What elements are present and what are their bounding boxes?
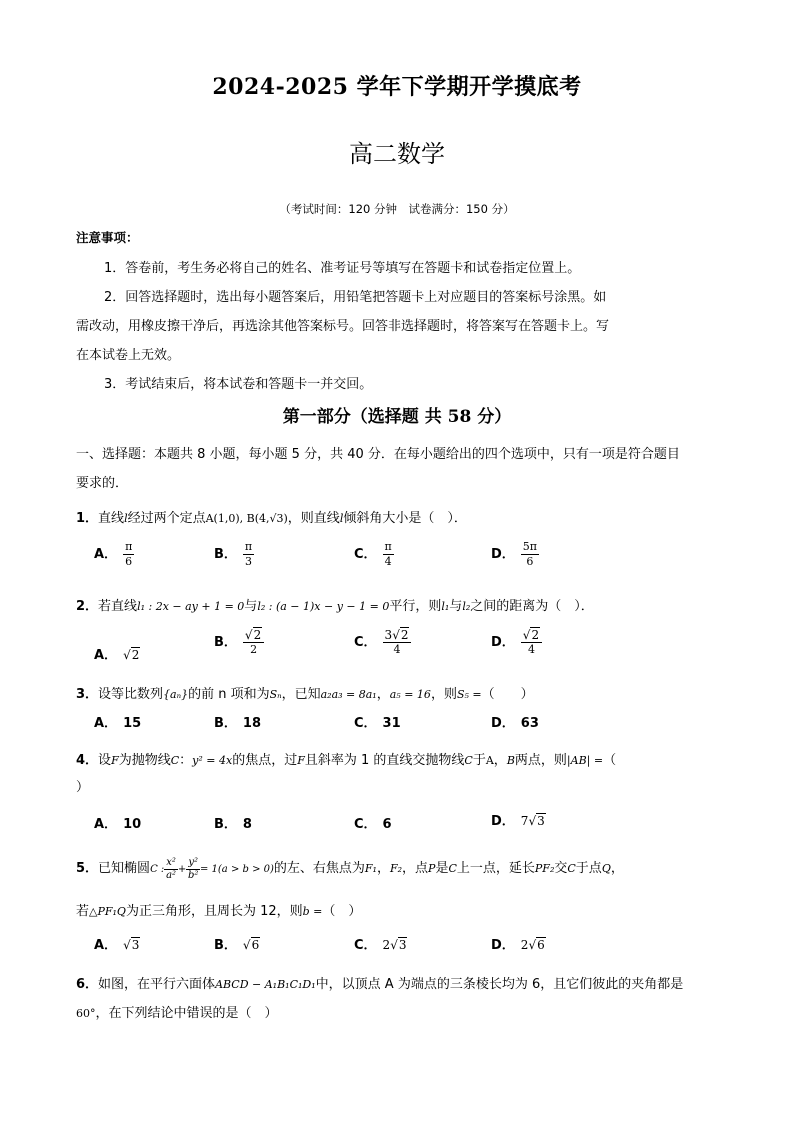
q-text: 设 — [98, 753, 112, 768]
q-text: ，则直线 — [287, 511, 340, 526]
q-text: ，已知 — [281, 687, 321, 702]
notice-line-3: 需改动，用橡皮擦干净后，再选涂其他答案标号。回答非选择题时，将答案写在答题卡上。写 — [76, 319, 610, 334]
q-text: 的左、右焦点为 — [273, 861, 365, 876]
q-math: PF₂ — [534, 862, 555, 875]
q3-option-a — [94, 712, 141, 731]
q-text: 经过两个定点 — [127, 511, 206, 526]
frac-den: b² — [187, 870, 199, 881]
option-fraction — [383, 540, 394, 569]
option-sqrt: 2√3 — [382, 938, 407, 952]
q-text: ， — [376, 861, 390, 876]
q-math: C — [464, 754, 473, 767]
q5-option-b — [214, 934, 260, 953]
q-math: △PF₁Q — [89, 905, 126, 918]
section-intro-2: 要求的． — [76, 476, 129, 491]
frac-num: 3√2 — [383, 628, 412, 643]
q2-option-c — [354, 628, 411, 657]
notice-title: 注意事项： — [76, 230, 139, 245]
q-text: 与 — [244, 599, 258, 614]
option-label: B． — [214, 635, 237, 650]
q2-option-b — [214, 628, 264, 657]
frac-num: π — [384, 540, 392, 553]
section-intro-1: 一、选择题：本题共 8 小题，每小题 5 分，共 40 分．在每小题给出的四个选项中，只有一项是符合题目 — [76, 447, 680, 462]
q-math: a₅ = 16 — [389, 688, 431, 701]
q4-option-b — [214, 813, 252, 832]
q3-option-b — [214, 712, 261, 731]
option-label: C． — [354, 817, 377, 832]
option-value: 31 — [382, 716, 401, 731]
sqrt-radicand: 3 — [537, 814, 545, 828]
option-fraction — [521, 628, 542, 657]
q-text: 设等比数列 — [98, 687, 164, 702]
question-4-cont: ） — [76, 780, 90, 795]
q2-option-a — [94, 644, 140, 663]
frac-den: 6 — [125, 555, 133, 568]
q-text: （ — [603, 753, 617, 768]
q4-option-c — [354, 813, 392, 832]
sqrt-radicand: 2 — [531, 628, 540, 642]
option-value: 10 — [123, 817, 142, 832]
option-fraction — [383, 628, 412, 657]
option-fraction — [243, 540, 254, 569]
frac-den: 4 — [384, 555, 392, 568]
frac-num: √2 — [521, 628, 542, 643]
option-sqrt: 7√3 — [520, 814, 545, 828]
option-label: B． — [214, 716, 237, 731]
question-2 — [76, 595, 594, 614]
q-text: 是 — [435, 861, 449, 876]
option-label: D． — [491, 938, 515, 953]
notice-line-5: 3．考试结束后，将本试卷和答题卡一并交回。 — [104, 377, 373, 392]
q-text: 为抛物线 — [118, 753, 171, 768]
option-label: B． — [214, 938, 237, 953]
q1-option-d — [491, 540, 539, 569]
sqrt-radicand: 3 — [398, 938, 407, 952]
option-label: C． — [354, 635, 377, 650]
q-text: ，则 — [430, 687, 457, 702]
sqrt-coef: 2 — [520, 938, 529, 952]
frac-den: 4 — [393, 643, 401, 656]
q-math: ABCD − A₁B₁C₁D₁ — [215, 978, 316, 991]
sqrt-coef: 7 — [520, 814, 529, 828]
q-math: B — [506, 754, 515, 767]
q-text: 的前 n 项和为 — [188, 687, 270, 702]
q-math: + — [177, 864, 187, 875]
q-math: |AB| = — [566, 754, 604, 767]
frac-den: 2 — [250, 643, 258, 656]
q-text: 于点 — [575, 861, 602, 876]
section-title: 第一部分（选择题 共 58 分） — [282, 407, 512, 427]
question-number: 2． — [76, 599, 99, 614]
sqrt-coef: 3 — [384, 628, 393, 642]
exam-subject: 高二数学 — [349, 140, 445, 168]
q-math: 60° — [76, 1007, 96, 1020]
q-text: 于 — [472, 753, 486, 768]
q-text: （ ） — [322, 904, 362, 919]
q-math: = 1(a > b > 0) — [199, 864, 274, 875]
q-text: 直线 — [98, 511, 125, 526]
q-text: 两点，则 — [514, 753, 567, 768]
option-label: D． — [491, 716, 515, 731]
q3-option-d — [491, 712, 539, 731]
q-text: 且斜率为 1 的直线交抛物线 — [304, 753, 465, 768]
q-text: 上一点，延长 — [456, 861, 535, 876]
q-text: ，点 — [402, 861, 429, 876]
q-math: C — [448, 862, 457, 875]
option-value: 15 — [123, 716, 142, 731]
q-math: A(1,0), B(4,√3) — [205, 512, 288, 525]
q-math: A — [485, 754, 494, 767]
q-text: 与 — [449, 599, 463, 614]
question-number: 5． — [76, 861, 99, 876]
q-math: Sₙ — [269, 688, 282, 701]
option-value: 8 — [242, 817, 252, 832]
q-math: b = — [302, 905, 323, 918]
frac-x — [164, 857, 178, 882]
q-text: ， — [493, 753, 507, 768]
q-text: ： — [179, 753, 193, 768]
q-math: F — [111, 754, 119, 767]
question-4 — [76, 749, 616, 768]
option-fraction — [123, 540, 134, 569]
q-text: 中，以顶点 A 为端点的三条棱长均为 6，且它们彼此的夹角都是 — [315, 977, 684, 992]
q-math: l — [339, 512, 344, 525]
q5-option-d — [491, 934, 546, 953]
q-math: l₂ — [462, 600, 471, 613]
q5-option-a — [94, 934, 140, 953]
option-label: A． — [94, 716, 118, 731]
q2-option-d — [491, 628, 542, 657]
frac-den: 6 — [526, 555, 534, 568]
q-math: P — [428, 862, 436, 875]
option-label: A． — [94, 817, 118, 832]
question-1 — [76, 507, 467, 526]
q-math: F₂ — [389, 862, 403, 875]
q-math: l₁ : 2x − ay + 1 = 0 — [137, 600, 245, 613]
question-number: 1． — [76, 511, 99, 526]
option-label: A． — [94, 648, 118, 663]
option-sqrt: √2 — [123, 648, 140, 662]
q-text: ，在下列结论中错误的是（ ） — [95, 1006, 278, 1021]
q-math: C — [170, 754, 180, 767]
sqrt-coef: 2 — [382, 938, 391, 952]
q-text: ， — [610, 861, 624, 876]
option-label: B． — [214, 817, 237, 832]
option-label: A． — [94, 938, 118, 953]
option-fraction — [521, 540, 539, 569]
frac-num: π — [125, 540, 133, 553]
option-sqrt: √6 — [242, 938, 260, 952]
question-number: 4． — [76, 753, 99, 768]
question-3 — [76, 683, 534, 702]
frac-num: y² — [188, 857, 198, 868]
q-text: （ ） — [481, 687, 534, 702]
option-value: 6 — [382, 817, 392, 832]
option-label: D． — [491, 814, 515, 829]
option-value: 63 — [520, 716, 539, 731]
q-math: y² = 4x — [192, 754, 233, 767]
q-text: 若 — [76, 904, 90, 919]
option-label: C． — [354, 716, 377, 731]
question-number: 3． — [76, 687, 99, 702]
question-5-line-2 — [76, 900, 361, 919]
q-text: 已知椭圆 — [98, 861, 151, 876]
option-label: B． — [214, 547, 237, 562]
option-fraction — [243, 628, 264, 657]
q-math: l₂ : (a − 1)x − y − 1 = 0 — [257, 600, 390, 613]
q-math: a₂a₃ = 8a₁ — [320, 688, 377, 701]
q-text: 的焦点，过 — [232, 753, 298, 768]
exam-title: 2024-2025 学年下学期开学摸底考 — [212, 74, 582, 100]
q-math: {aₙ} — [163, 688, 189, 701]
q-math: F₁ — [364, 862, 377, 875]
frac-num: √2 — [243, 628, 264, 643]
option-label: D． — [491, 547, 515, 562]
q-math: l₁ — [441, 600, 450, 613]
q-text: 之间的距离为（ ）． — [470, 599, 594, 614]
q-math: C — [567, 862, 576, 875]
option-sqrt: √3 — [123, 938, 140, 952]
frac-den: a² — [166, 870, 177, 881]
option-value: 18 — [242, 716, 262, 731]
q3-option-c — [354, 712, 401, 731]
notice-line-2: 2．回答选择题时，选出每小题答案后，用铅笔把答题卡上对应题目的答案标号涂黑。如 — [104, 290, 607, 305]
sqrt-radicand: 3 — [131, 938, 140, 952]
q-text: 为正三角形，且周长为 12，则 — [125, 904, 303, 919]
q-math: F — [297, 754, 305, 767]
q1-option-b — [214, 540, 254, 569]
sqrt-radicand: 2 — [253, 628, 262, 642]
q-text: 如图，在平行六面体 — [98, 977, 216, 992]
option-label: C． — [354, 938, 377, 953]
sqrt-radicand: 2 — [400, 628, 409, 642]
notice-line-1: 1．答卷前，考生务必将自己的姓名、准考证号等填写在答题卡和试卷指定位置上。 — [104, 261, 581, 276]
q-text: ， — [376, 687, 390, 702]
q-text: 倾斜角大小是（ ）． — [343, 511, 467, 526]
sqrt-radicand: 6 — [537, 938, 545, 952]
q-math: l — [124, 512, 128, 525]
frac-num: x² — [166, 857, 176, 868]
q5-option-c — [354, 934, 407, 953]
option-label: A． — [94, 547, 118, 562]
option-label: C． — [354, 547, 377, 562]
q1-option-c — [354, 540, 394, 569]
frac-num: π — [244, 540, 253, 553]
q-math: S₅ = — [456, 688, 482, 701]
question-6 — [76, 973, 683, 992]
ellipse-equation — [150, 857, 274, 881]
q4-option-a — [94, 813, 141, 832]
q-text: 交 — [554, 861, 568, 876]
notice-line-4: 在本试卷上无效。 — [76, 348, 181, 363]
q-text: 平行，则 — [389, 599, 442, 614]
q-text: 若直线 — [98, 599, 138, 614]
frac-den: 3 — [245, 555, 253, 568]
option-label: D． — [491, 635, 515, 650]
q-math: Q — [601, 862, 611, 875]
frac-num: 5π — [522, 540, 538, 553]
option-sqrt: 2√6 — [520, 938, 545, 952]
frac-den: 4 — [527, 643, 535, 656]
q-math: C : — [150, 864, 165, 875]
q1-option-a — [94, 540, 134, 569]
exam-info: （考试时间：120 分钟 试卷满分：150 分） — [279, 202, 515, 216]
sqrt-radicand: 6 — [251, 938, 260, 952]
question-5 — [76, 857, 624, 882]
q4-option-d — [491, 810, 546, 829]
sqrt-radicand: 2 — [131, 648, 140, 662]
question-number: 6． — [76, 977, 99, 992]
question-6-line-2 — [76, 1002, 278, 1021]
frac-y — [186, 857, 200, 882]
